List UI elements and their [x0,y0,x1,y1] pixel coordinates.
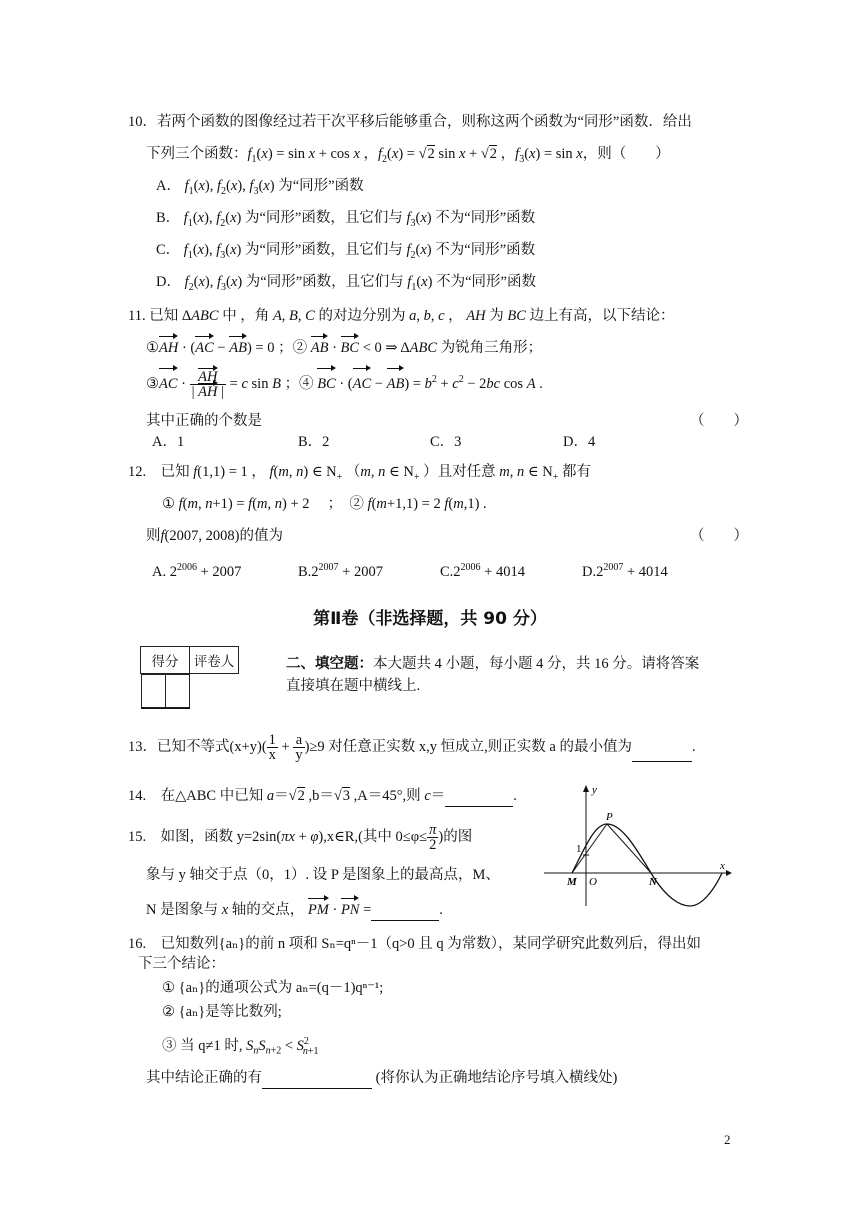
q12-ask: 则f(2007, 2008)的值为 [146,528,283,544]
q11-stem: 其中正确的个数是 [146,413,262,429]
score-table [140,646,239,709]
label-o: O [589,876,597,888]
q12-option-b: $B.2^{2007} + 2007$ [298,562,383,580]
q10-line2: 下列三个函数：$f_1(x) = \sin x + \cos x$ ，$f_2(x) = √2$ sin x + √2 ，$f_3(x) = \sin x$，则（ ） [146,146,670,165]
q11-option-b: B．2 [298,434,330,450]
q12-conditions: ① f(m, n+1) = f(m, n) + 2 ； ② f(m+1,1) = 2 f(m,1) . [162,496,487,512]
grader-label: 评卷人 [190,647,239,674]
q12-option-a: A. $2^{2006} + 2007$ [152,562,242,580]
score-cell [141,675,165,708]
page-number: 2 [724,1132,731,1147]
y-axis-arrow [583,785,589,792]
label-y: y [592,784,597,796]
q16-ask: 其中结论正确的有 (将你认为正确地结论序号填入横线处) [146,1068,617,1089]
q15-answer-blank[interactable] [371,900,439,921]
q16-line2: 下三个结论： [138,956,225,972]
label-n: N [649,876,657,888]
q11-option-a: A．1 [152,434,185,450]
q11-option-d: D．4 [563,434,596,450]
q11-answer-paren: （ ） [690,413,748,429]
q15-graph [544,780,734,910]
q12-option-c: $C.2^{2006} + 4014$ [440,562,525,580]
q16-conclusion-3: ③ 当 q≠1 时, $S_nS_{n+2} < S^2_{n+1}$ [162,1036,319,1057]
q11-conclusions-1-2: ①AH · (AC − AB) = 0 ；② AB · BC < 0 ⇒ ΔABC 为锐角三角形； [146,340,543,356]
q10-option-b: B． $f_1(x)$, $f_2(x)$ 为“同形”函数，且它们与 $f_3(x)$ 不为“同形”函数 [156,210,536,229]
q16-conclusion-2: ② {aₙ}是等比数列; [162,1004,282,1020]
section-2-title: 第Ⅱ卷（非选择题，共 90 分） [313,609,547,629]
q13-answer-blank[interactable] [632,733,692,762]
q14: 14. 在△ABC 中已知 a＝√2 ,b＝√3 ,A＝45°,则 c＝ . [128,786,517,807]
part2-heading: 二、填空题： [286,656,373,672]
q10-line1: 10．若两个函数的图像经过若干次平移后能够重合，则称这两个函数为“同形”函数．给出 [128,114,692,130]
q11-line1: 11. 已知 ΔABC 中 ，角 A, B, C 的对边分别为 a, b, c ， AH 为 BC 边上有高，以下结论： [128,308,675,324]
label-m: M [567,876,577,888]
q10-option-d: D． $f_2(x)$, $f_3(x)$ 为“同形”函数，且它们与 $f_1(x)$ 不为“同形”函数 [156,274,536,293]
sine-curve [572,824,722,906]
q15-line2: 象与 y 轴交于点（0，1）. 设 P 是图象上的最高点，M、 [146,867,500,883]
score-label: 得分 [141,647,190,674]
q10-option-c: C． $f_1(x)$, $f_3(x)$ 为“同形”函数，且它们与 $f_2(x)$ 不为“同形”函数 [156,242,536,261]
q14-answer-blank[interactable] [445,786,513,807]
q16-answer-blank[interactable] [262,1068,372,1089]
q11-conclusions-3-4: ③AC · $\frac{AH}{| AH |}$ = c sin B ；④ BC · $(AC - AB) = b^2 + c^2 - 2bc$ cos A . [146,369,543,400]
q16-conclusion-1: ① {aₙ}的通项公式为 aₙ=(q－1)qⁿ⁻¹; [162,980,384,996]
grader-cell [165,675,189,708]
part2-desc-2: 直接填在题中横线上. [286,678,421,694]
q10-option-a: A． $f_1(x)$, $f_2(x)$, $f_3(x)$ 为“同形”函数 [156,178,364,197]
q12-line1: 12. 已知 f(1,1) = 1 ， f(m, n) ∈ $N_+$ （m, n ∈ $N_+$ ）且对任意 m, n ∈ $N_+$ 都有 [128,464,591,483]
q12-option-d: $D.2^{2007} + 4014$ [582,562,668,580]
label-1: 1 [576,843,582,855]
q12-answer-paren: （ ） [690,528,748,544]
x-axis-arrow [726,870,732,876]
q15-line1: 15. 如图，函数 y=2sin(πx + φ),x∈R,(其中 0≤φ≤ $\frac{\pi}{2}$ )的图 [128,822,473,854]
q11-option-c: C．3 [430,434,462,450]
part2-header: 二、填空题：本大题共 4 小题，每小题 4 分，共 16 分。请将答案 [286,656,700,672]
q16-line1: 16. 已知数列{aₙ}的前 n 项和 Sₙ=qⁿ－1（q>0 且 q 为常数），某同学研究此数列后，得出如 [128,936,702,952]
segment-pn [607,824,651,873]
q15-line3: N 是图象与 x 轴的交点， PM · PN = . [146,900,443,921]
label-x: x [720,860,725,872]
label-p: P [606,811,613,823]
q13: 13．已知不等式(x+y)( $\frac{1}{x}$ + $\frac{a}{y}$ )≥9 对任意正实数 x,y 恒成立,则正实数 a 的最小值为 . [128,732,696,764]
